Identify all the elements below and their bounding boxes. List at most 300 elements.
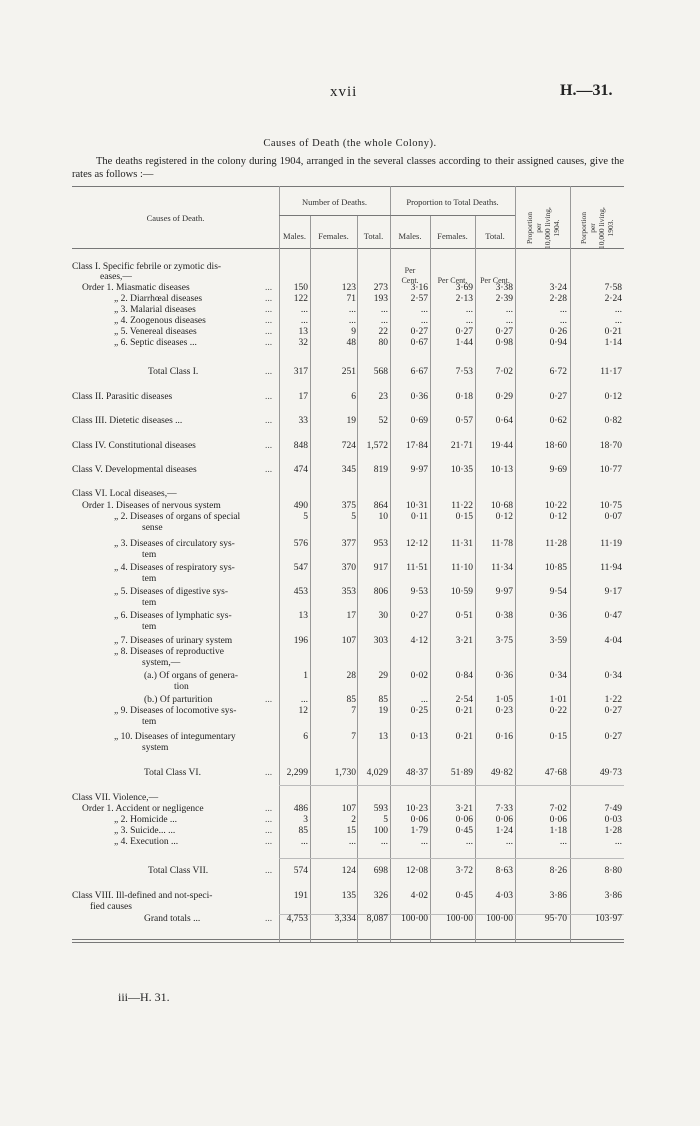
table-cell: 8·80 — [604, 866, 622, 876]
table-cell: 819 — [373, 465, 388, 475]
table-cell: 12·12 — [405, 539, 428, 549]
table-cell: 3·72 — [455, 866, 473, 876]
table-cell: 9 — [351, 327, 356, 337]
row-label: (b.) Of parturition — [144, 695, 213, 705]
leader-dots: ... — [265, 327, 273, 337]
table-cell: 10·77 — [599, 465, 622, 475]
table-cell: ... — [465, 316, 473, 326]
row-label: Total Class I. — [148, 367, 199, 377]
table-cell: 85 — [298, 826, 308, 836]
leader-dots: ... — [265, 465, 273, 475]
total-rule — [279, 858, 624, 859]
table-cell: 1·79 — [410, 826, 428, 836]
table-row — [72, 367, 624, 378]
table-row — [72, 563, 624, 574]
leader-dots: ... — [265, 837, 273, 847]
table-row — [72, 768, 624, 779]
table-cell: 0·23 — [495, 706, 513, 716]
leader-dots: ... — [265, 695, 273, 705]
table-cell: 100·00 — [401, 914, 428, 924]
table-cell: 0·26 — [549, 327, 567, 337]
table-row — [72, 837, 624, 848]
table-cell: 18·70 — [599, 441, 622, 451]
row-label: „ 3. Malarial diseases — [114, 305, 196, 315]
table-cell: 0·45 — [455, 891, 473, 901]
table-cell: 85 — [346, 695, 356, 705]
table-cell: 95·70 — [544, 914, 567, 924]
table-row — [72, 512, 624, 523]
number-group-header: Number of Deaths. — [302, 197, 367, 207]
table-cell: 100·00 — [486, 914, 513, 924]
table-cell: 3·21 — [455, 636, 473, 646]
table-cell: 9·53 — [410, 587, 428, 597]
table-cell: 806 — [373, 587, 388, 597]
table-cell: ... — [380, 316, 388, 326]
table-cell: 5 — [351, 512, 356, 522]
table-cell: 0·21 — [455, 732, 473, 742]
table-cell: 10·75 — [599, 501, 622, 511]
row-label: system — [142, 743, 169, 753]
row-label: sense — [142, 523, 163, 533]
table-cell: ... — [300, 305, 308, 315]
table-row — [72, 682, 624, 693]
table-row — [72, 826, 624, 837]
table-cell: ... — [559, 305, 567, 315]
table-bottom-rule-2 — [72, 942, 624, 943]
table-cell: 2,299 — [286, 768, 308, 778]
row-label: tem — [142, 574, 157, 584]
table-cell: 47·68 — [544, 768, 567, 778]
row-label: „ 2. Diarrhœal diseases — [114, 294, 203, 304]
table-cell: 1·24 — [495, 826, 513, 836]
table-row — [72, 416, 624, 427]
table-row — [72, 902, 624, 913]
sub-header: Females. — [437, 231, 468, 241]
table-row — [72, 392, 624, 403]
leader-dots: ... — [265, 367, 273, 377]
table-cell: 10·59 — [450, 587, 473, 597]
table-row — [72, 338, 624, 349]
table-row — [72, 272, 624, 283]
table-cell: 345 — [341, 465, 356, 475]
table-cell: 0·21 — [455, 706, 473, 716]
table-cell: 19 — [378, 706, 388, 716]
rate-1904-header: Proportion per 10,000 living, 1904. — [525, 207, 561, 249]
table-bottom-rule — [72, 939, 624, 940]
table-row — [72, 465, 624, 476]
leader-dots: ... — [265, 914, 273, 924]
leader-dots: ... — [265, 804, 273, 814]
row-label: Class VI. Local diseases,— — [72, 489, 177, 499]
table-top-rule — [72, 186, 624, 187]
table-cell: ... — [380, 305, 388, 315]
table-cell: 848 — [293, 441, 308, 451]
table-cell: 0·69 — [410, 416, 428, 426]
sub-header: Females. — [318, 231, 349, 241]
table-cell: 953 — [373, 539, 388, 549]
table-row — [72, 815, 624, 826]
table-row — [72, 804, 624, 815]
table-cell: 19·44 — [490, 441, 513, 451]
table-cell: 17 — [298, 392, 308, 402]
table-cell: 0·12 — [495, 512, 513, 522]
sub-header: Total. — [485, 231, 505, 241]
table-cell: 0·36 — [549, 611, 567, 621]
table-cell: 0·27 — [549, 392, 567, 402]
sub-header: Males. — [398, 231, 422, 241]
proportion-group-header: Proportion to Total Deaths. — [406, 197, 499, 207]
table-cell: 370 — [341, 563, 356, 573]
table-cell: 22 — [378, 327, 388, 337]
table-cell: 33 — [298, 416, 308, 426]
table-cell: 0·12 — [549, 512, 567, 522]
table-cell: 273 — [373, 283, 388, 293]
table-cell: ... — [614, 305, 622, 315]
table-cell: 11·94 — [600, 563, 622, 573]
table-cell: 10·85 — [544, 563, 567, 573]
table-cell: 0·21 — [604, 327, 622, 337]
table-row — [72, 441, 624, 452]
table-cell: 0·25 — [410, 706, 428, 716]
table-cell: 122 — [293, 294, 308, 304]
table-cell: 10·35 — [450, 465, 473, 475]
table-cell: ... — [348, 305, 356, 315]
table-cell: ... — [465, 837, 473, 847]
table-cell: 0·18 — [455, 392, 473, 402]
table-row — [72, 283, 624, 294]
table-cell: 3·21 — [455, 804, 473, 814]
table-cell: 0·82 — [604, 416, 622, 426]
table-cell: 7·53 — [455, 367, 473, 377]
table-cell: 326 — [373, 891, 388, 901]
table-cell: 9·97 — [410, 465, 428, 475]
table-cell: 23 — [378, 392, 388, 402]
table-row — [72, 695, 624, 706]
table-cell: 19 — [346, 416, 356, 426]
table-row — [72, 732, 624, 743]
row-label: Class II. Parasitic diseases — [72, 392, 173, 402]
table-cell: ... — [559, 316, 567, 326]
table-cell: 17 — [346, 611, 356, 621]
table-cell: 3 — [303, 815, 308, 825]
row-label: „ 10. Diseases of integumentary — [114, 732, 236, 742]
table-cell: 3·16 — [410, 283, 428, 293]
row-label: Order 1. Miasmatic diseases — [82, 283, 190, 293]
table-row — [72, 671, 624, 682]
table-cell: 107 — [341, 636, 356, 646]
table-cell: ... — [300, 837, 308, 847]
table-row — [72, 706, 624, 717]
row-label: „ 3. Diseases of circulatory sys- — [114, 539, 235, 549]
table-cell: 17·84 — [405, 441, 428, 451]
table-cell: 51·89 — [450, 768, 473, 778]
table-cell: 0·15 — [549, 732, 567, 742]
rate-1903-header: Porportion per 10,000 living, 1903. — [579, 207, 615, 249]
table-row — [72, 598, 624, 609]
row-label: „ 6. Septic diseases ... — [114, 338, 197, 348]
table-cell: 71 — [346, 294, 356, 304]
footer-signature: iii—H. 31. — [118, 990, 170, 1004]
table-cell: 0·27 — [495, 327, 513, 337]
row-label: „ 6. Diseases of lymphatic sys- — [114, 611, 232, 621]
table-cell: 3·69 — [455, 283, 473, 293]
table-cell: 1,572 — [366, 441, 388, 451]
sub-header: Total. — [363, 231, 384, 241]
table-cell: 52 — [378, 416, 388, 426]
row-label: Total Class VII. — [148, 866, 209, 876]
table-row — [72, 316, 624, 327]
table-row — [72, 587, 624, 598]
table-cell: ... — [348, 316, 356, 326]
table-row — [72, 327, 624, 338]
table-cell: 4·12 — [410, 636, 428, 646]
table-cell: 29 — [378, 671, 388, 681]
table-cell: 2·57 — [410, 294, 428, 304]
table-cell: 191 — [293, 891, 308, 901]
table-cell: 49·82 — [490, 768, 513, 778]
table-cell: 11·78 — [491, 539, 513, 549]
table-row — [72, 647, 624, 658]
table-cell: ... — [614, 316, 622, 326]
table-cell: 32 — [298, 338, 308, 348]
table-cell: 10 — [378, 512, 388, 522]
table-cell: 7·02 — [495, 367, 513, 377]
cause-header: Causes of Death. — [146, 213, 205, 223]
row-label: (a.) Of organs of genera- — [144, 671, 238, 681]
table-cell: 196 — [293, 636, 308, 646]
table-cell: ... — [420, 305, 428, 315]
table-cell: 8·26 — [549, 866, 567, 876]
table-cell: ... — [420, 695, 428, 705]
row-label: „ 4. Diseases of respiratory sys- — [114, 563, 235, 573]
percent-label: Per Cent. — [437, 276, 468, 285]
table-cell: 8,087 — [366, 914, 388, 924]
table-cell: 107 — [341, 804, 356, 814]
table-cell: 10·22 — [544, 501, 567, 511]
table-cell: 0·57 — [455, 416, 473, 426]
table-cell: 917 — [373, 563, 388, 573]
row-label: Class VII. Violence,— — [72, 793, 159, 803]
table-row — [72, 294, 624, 305]
row-label: Class I. Specific febrile or zymotic dis- — [72, 262, 222, 272]
row-label: tem — [142, 622, 157, 632]
table-row — [72, 539, 624, 550]
table-cell: 1·05 — [495, 695, 513, 705]
table-cell: 9·69 — [549, 465, 567, 475]
total-rule — [279, 785, 624, 786]
table-cell: 0·02 — [410, 671, 428, 681]
table-cell: ... — [300, 316, 308, 326]
table-row — [72, 793, 624, 804]
table-cell: 0·27 — [410, 611, 428, 621]
table-cell: 1·22 — [604, 695, 622, 705]
table-cell: 2·54 — [455, 695, 473, 705]
table-row — [72, 717, 624, 728]
table-cell: 11·10 — [451, 563, 473, 573]
table-row — [72, 550, 624, 561]
table-cell: 1,730 — [334, 768, 356, 778]
table-cell: 4,029 — [366, 768, 388, 778]
table-cell: 11·34 — [491, 563, 513, 573]
row-label: „ 2. Homicide ... — [114, 815, 178, 825]
table-cell: 10·68 — [490, 501, 513, 511]
table-cell: 0·27 — [604, 706, 622, 716]
table-row — [72, 622, 624, 633]
table-cell: 9·97 — [495, 587, 513, 597]
table-row — [72, 658, 624, 669]
table-cell: 0·34 — [549, 671, 567, 681]
document-reference: H.—31. — [560, 82, 613, 99]
row-label: eases,— — [100, 272, 132, 282]
table-cell: 100·00 — [446, 914, 473, 924]
table-cell: 4·02 — [410, 891, 428, 901]
row-label: „ 5. Venereal diseases — [114, 327, 197, 337]
table-cell: 0·07 — [604, 512, 622, 522]
table-cell: 3,334 — [334, 914, 356, 924]
table-cell: 150 — [293, 283, 308, 293]
table-cell: 0·16 — [495, 732, 513, 742]
table-cell: 30 — [378, 611, 388, 621]
table-cell: 0·06 — [495, 815, 513, 825]
table-cell: 13 — [298, 327, 308, 337]
table-cell: 1·44 — [455, 338, 473, 348]
table-row — [72, 305, 624, 316]
table-cell: 486 — [293, 804, 308, 814]
table-cell: 18·60 — [544, 441, 567, 451]
table-cell: 9·17 — [604, 587, 622, 597]
table-cell: ... — [420, 316, 428, 326]
table-cell: 0·34 — [604, 671, 622, 681]
table-cell: 1·28 — [604, 826, 622, 836]
row-label: system,— — [142, 658, 181, 668]
table-cell: 3·38 — [495, 283, 513, 293]
page-number: xvii — [330, 84, 358, 100]
row-label: Class V. Developmental diseases — [72, 465, 197, 475]
row-label: „ 2. Diseases of organs of special — [114, 512, 241, 522]
table-cell: 0·06 — [549, 815, 567, 825]
row-label: „ 7. Diseases of urinary system — [114, 636, 233, 646]
table-cell: 11·19 — [600, 539, 622, 549]
table-cell: 2·24 — [604, 294, 622, 304]
table-cell: 0·45 — [455, 826, 473, 836]
row-label: Grand totals ... — [144, 914, 201, 924]
table-cell: 698 — [373, 866, 388, 876]
leader-dots: ... — [265, 826, 273, 836]
table-row — [72, 489, 624, 500]
group-rule — [279, 215, 515, 216]
row-label: Class III. Dietetic diseases ... — [72, 416, 183, 426]
table-cell: 49·73 — [599, 768, 622, 778]
table-cell: 0·27 — [455, 327, 473, 337]
table-cell: 0·06 — [455, 815, 473, 825]
table-cell: 3·86 — [549, 891, 567, 901]
table-cell: 2·28 — [549, 294, 567, 304]
sub-header: Males. — [283, 231, 306, 241]
leader-dots: ... — [265, 815, 273, 825]
table-cell: 3·75 — [495, 636, 513, 646]
row-label: „ 9. Diseases of locomotive sys- — [114, 706, 237, 716]
table-row — [72, 501, 624, 512]
leader-dots: ... — [265, 768, 273, 778]
table-cell: 7 — [351, 732, 356, 742]
leader-dots: ... — [265, 283, 273, 293]
percent-label: Cent. — [401, 276, 419, 285]
table-cell: 7 — [351, 706, 356, 716]
table-title: Causes of Death (the whole Colony). — [263, 138, 437, 149]
leader-dots: ... — [265, 305, 273, 315]
table-cell: 303 — [373, 636, 388, 646]
table-cell: 6·67 — [410, 367, 428, 377]
table-cell: ... — [420, 837, 428, 847]
table-cell: 5 — [383, 815, 388, 825]
table-cell: 0·12 — [604, 392, 622, 402]
table-cell: 6·72 — [549, 367, 567, 377]
row-label: fied causes — [90, 902, 132, 912]
table-cell: 11·31 — [451, 539, 473, 549]
row-label: Class IV. Constitutional diseases — [72, 441, 196, 451]
table-cell: 12·08 — [405, 866, 428, 876]
table-cell: 6 — [303, 732, 308, 742]
table-row — [72, 914, 624, 925]
table-cell: 0·64 — [495, 416, 513, 426]
table-cell: ... — [614, 837, 622, 847]
table-cell: 12 — [298, 706, 308, 716]
table-cell: 15 — [346, 826, 356, 836]
table-cell: 0·13 — [410, 732, 428, 742]
row-label: tem — [142, 717, 157, 727]
table-cell: 453 — [293, 587, 308, 597]
row-label: tem — [142, 598, 157, 608]
table-cell: 377 — [341, 539, 356, 549]
table-cell: 2·13 — [455, 294, 473, 304]
row-label: „ 4. Zoogenous diseases — [114, 316, 206, 326]
row-label: tion — [174, 682, 189, 692]
table-cell: 10·13 — [490, 465, 513, 475]
table-cell: 0·98 — [495, 338, 513, 348]
table-cell: 0·51 — [455, 611, 473, 621]
table-cell: 0·94 — [549, 338, 567, 348]
leader-dots: ... — [265, 416, 273, 426]
table-cell: 0·36 — [410, 392, 428, 402]
table-cell: 0·38 — [495, 611, 513, 621]
leader-dots: ... — [265, 866, 273, 876]
table-cell: ... — [505, 305, 513, 315]
table-cell: 2 — [351, 815, 356, 825]
table-cell: 0·06 — [410, 815, 428, 825]
table-cell: 11·17 — [600, 367, 622, 377]
table-cell: 0·62 — [549, 416, 567, 426]
row-label: „ 3. Suicide... ... — [114, 826, 176, 836]
table-cell: 1·14 — [604, 338, 622, 348]
table-cell: 0·22 — [549, 706, 567, 716]
row-label: „ 4. Execution ... — [114, 837, 179, 847]
table-cell: 10·31 — [405, 501, 428, 511]
table-cell: 317 — [293, 367, 308, 377]
table-cell: 193 — [373, 294, 388, 304]
table-cell: 103·97 — [595, 914, 622, 924]
percent-label: Per — [404, 266, 416, 275]
table-cell: 353 — [341, 587, 356, 597]
table-cell: 0·67 — [410, 338, 428, 348]
table-cell: 0·36 — [495, 671, 513, 681]
table-row — [72, 574, 624, 585]
table-cell: 576 — [293, 539, 308, 549]
table-cell: 100 — [373, 826, 388, 836]
table-cell: 4·04 — [604, 636, 622, 646]
row-label: „ 8. Diseases of reproductive — [114, 647, 225, 657]
table-row — [72, 891, 624, 902]
table-cell: 135 — [341, 891, 356, 901]
